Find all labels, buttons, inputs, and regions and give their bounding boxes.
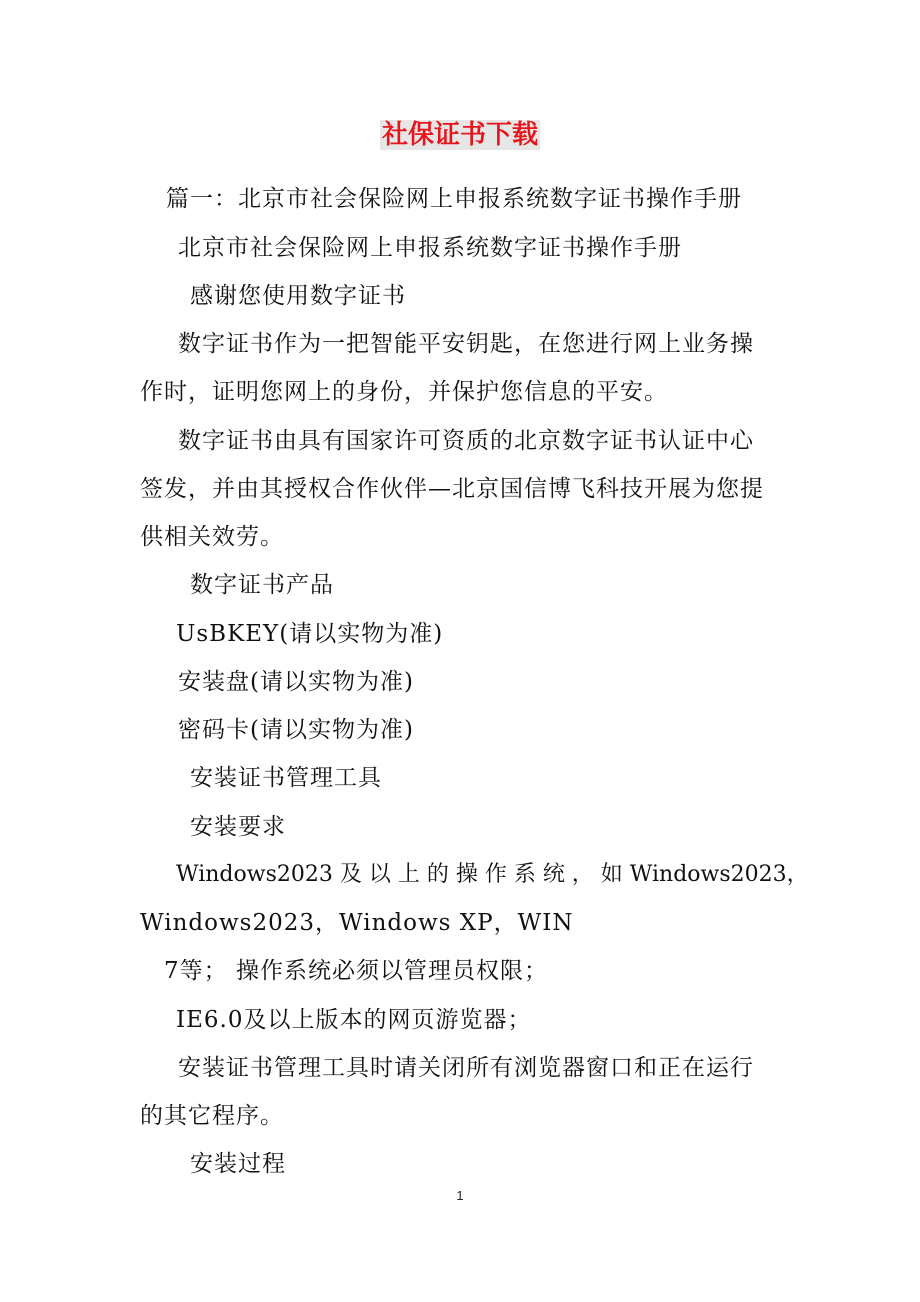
paragraph-line: 签发，并由其授权合作伙伴—北京国信博飞科技开展为您提: [140, 476, 764, 502]
paragraph-line: 的其它程序。: [140, 1103, 284, 1129]
section-heading: 数字证书产品: [190, 572, 334, 598]
paragraph-line: 数字证书作为一把智能平安钥匙，在您进行网上业务操: [178, 331, 754, 357]
section-heading: 安装证书管理工具: [190, 765, 382, 791]
paragraph-line: 数字证书由具有国家许可资质的北京数字证书认证中心: [178, 428, 754, 454]
paragraph-line: Windows2023 及 以 上 的 操 作 系 统 ， 如 Windows2023，: [176, 862, 809, 887]
paragraph-line: 安装证书管理工具时请关闭所有浏览器窗口和正在运行: [178, 1055, 754, 1081]
paragraph-line: 感谢您使用数字证书: [190, 283, 406, 309]
section-heading: 安装要求: [190, 814, 286, 840]
list-item: UsBKEY(请以实物为准): [176, 621, 444, 647]
list-item: 密码卡(请以实物为准): [178, 717, 414, 743]
paragraph-line: 7等； 操作系统必须以管理员权限；: [164, 958, 548, 984]
heading-part-one: 篇一：北京市社会保险网上申报系统数字证书操作手册: [166, 186, 742, 212]
paragraph-line: 北京市社会保险网上申报系统数字证书操作手册: [178, 235, 682, 261]
page-number: 1: [456, 1188, 464, 1203]
paragraph-line: IE6.0及以上版本的网页游览器；: [176, 1007, 532, 1033]
paragraph-line: Windows2023，Windows XP，WIN: [140, 910, 574, 936]
list-item: 安装盘(请以实物为准): [178, 669, 414, 695]
page-title: [0, 115, 920, 155]
paragraph-line: 作时，证明您网上的身份，并保护您信息的平安。: [140, 379, 668, 405]
title-text: 社保证书下载: [381, 120, 538, 150]
paragraph-line: 供相关效劳。: [140, 524, 284, 550]
section-heading: 安装过程: [190, 1151, 286, 1177]
